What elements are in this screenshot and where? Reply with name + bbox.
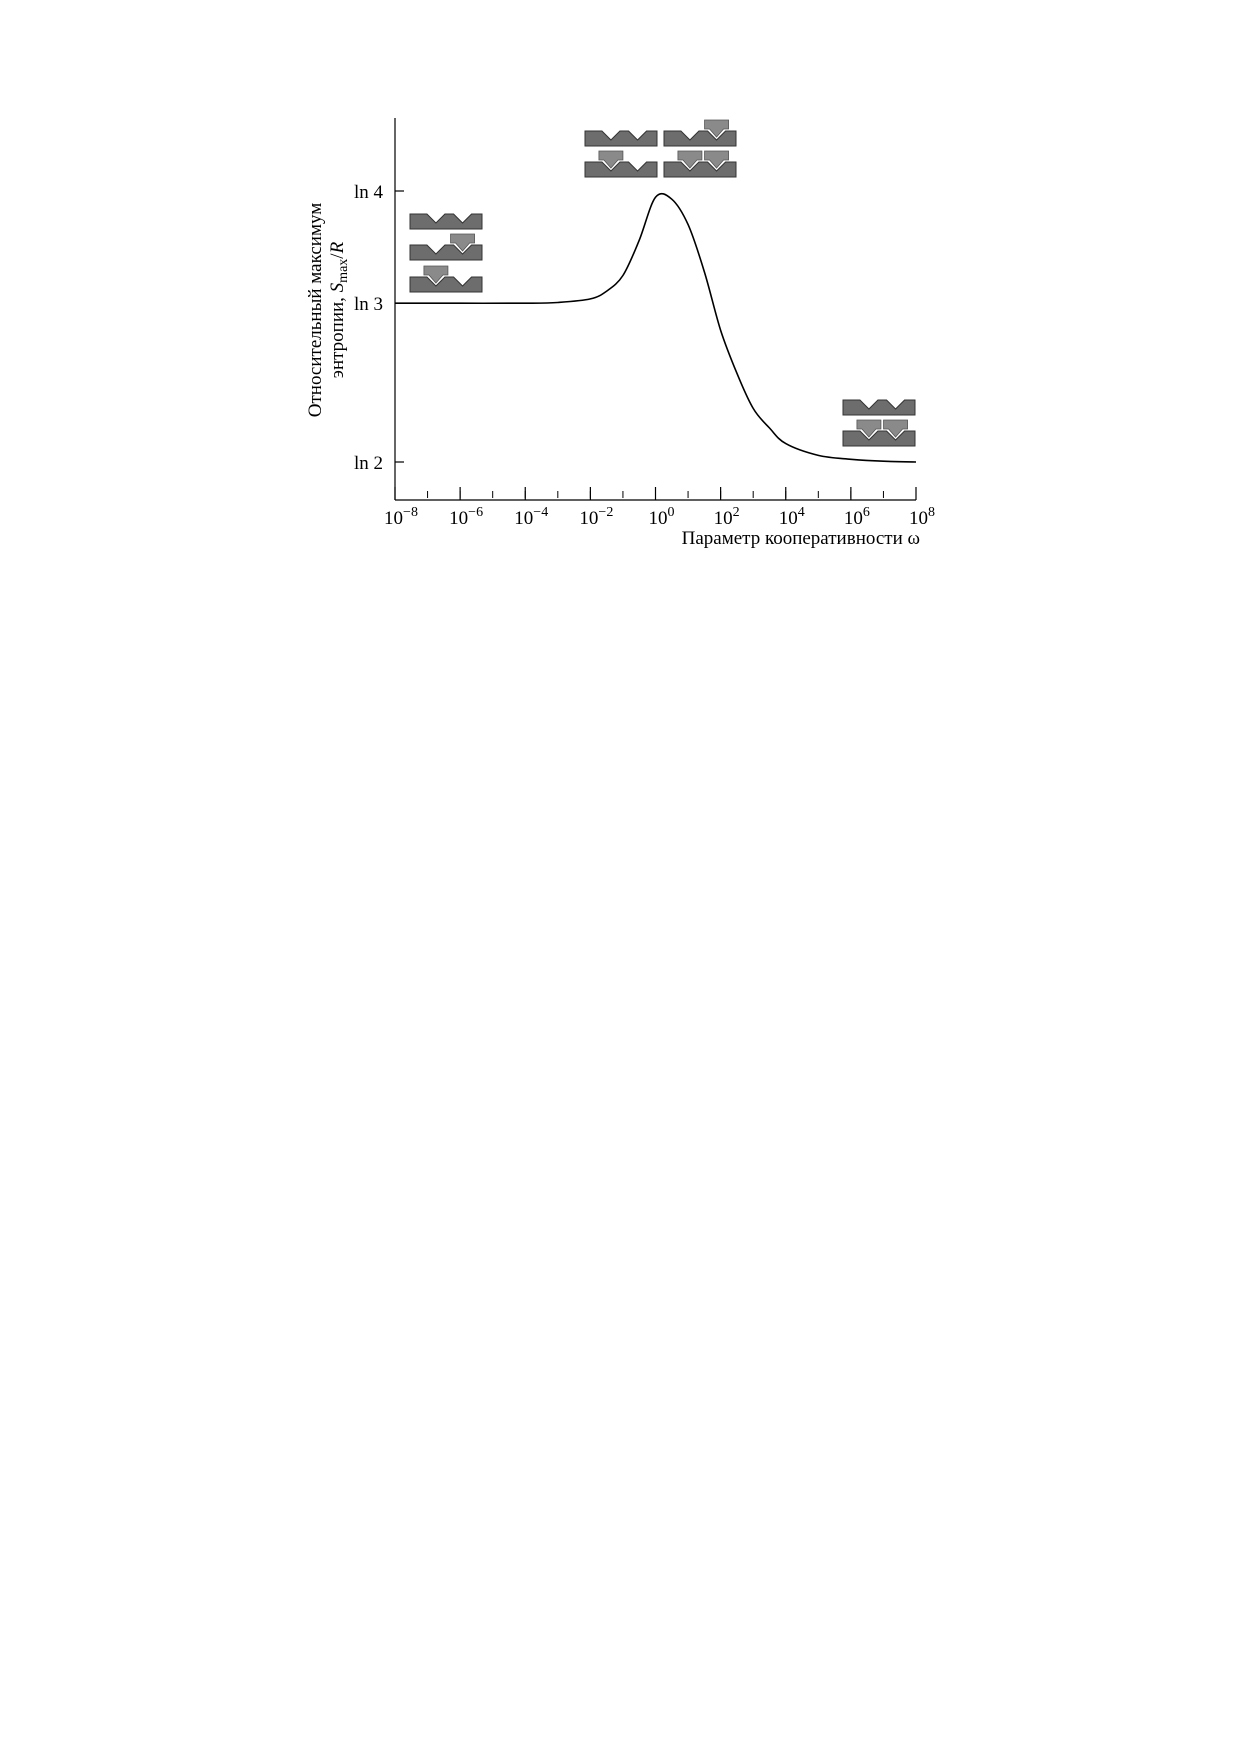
y-tick-label: ln 2 [353,453,383,474]
x-tick-label: $10^8$ [909,505,935,529]
x-tick-label: $10^{-6}$ [449,505,484,529]
x-tick-label: $10^{-2}$ [579,505,614,529]
binding-block [410,214,482,229]
configs-left-diagram [410,214,482,292]
binding-block [664,162,736,177]
binding-block [843,431,915,446]
x-ticks [384,487,935,529]
configs-peak-diagram [585,120,736,177]
x-axis-label: Параметр кооперативности ω [681,528,920,549]
y-axis-label-line1: Относительный максимум [305,202,326,418]
x-tick-label: $10^{-4}$ [514,505,549,529]
y-axis-label-line2: энтропии, $S_{max}/R$ [327,241,351,379]
binding-block [664,131,736,146]
x-tick-label: $10^{-8}$ [384,505,418,529]
binding-block [843,400,915,415]
y-axis-label [305,203,351,417]
x-tick-label: $10^0$ [648,505,675,529]
x-tick-label: $10^6$ [843,505,870,529]
binding-block [585,162,657,177]
y-ticks [354,182,404,474]
x-tick-label: $10^4$ [778,505,805,529]
x-tick-label: $10^2$ [713,505,740,529]
binding-block [585,131,657,146]
y-tick-label: ln 4 [353,182,383,203]
binding-block [410,277,482,292]
configs-right-diagram [843,400,915,446]
chart-svg [0,0,1240,700]
y-tick-label: ln 3 [353,294,383,316]
binding-block [410,245,482,260]
chart-figure [0,0,1240,700]
